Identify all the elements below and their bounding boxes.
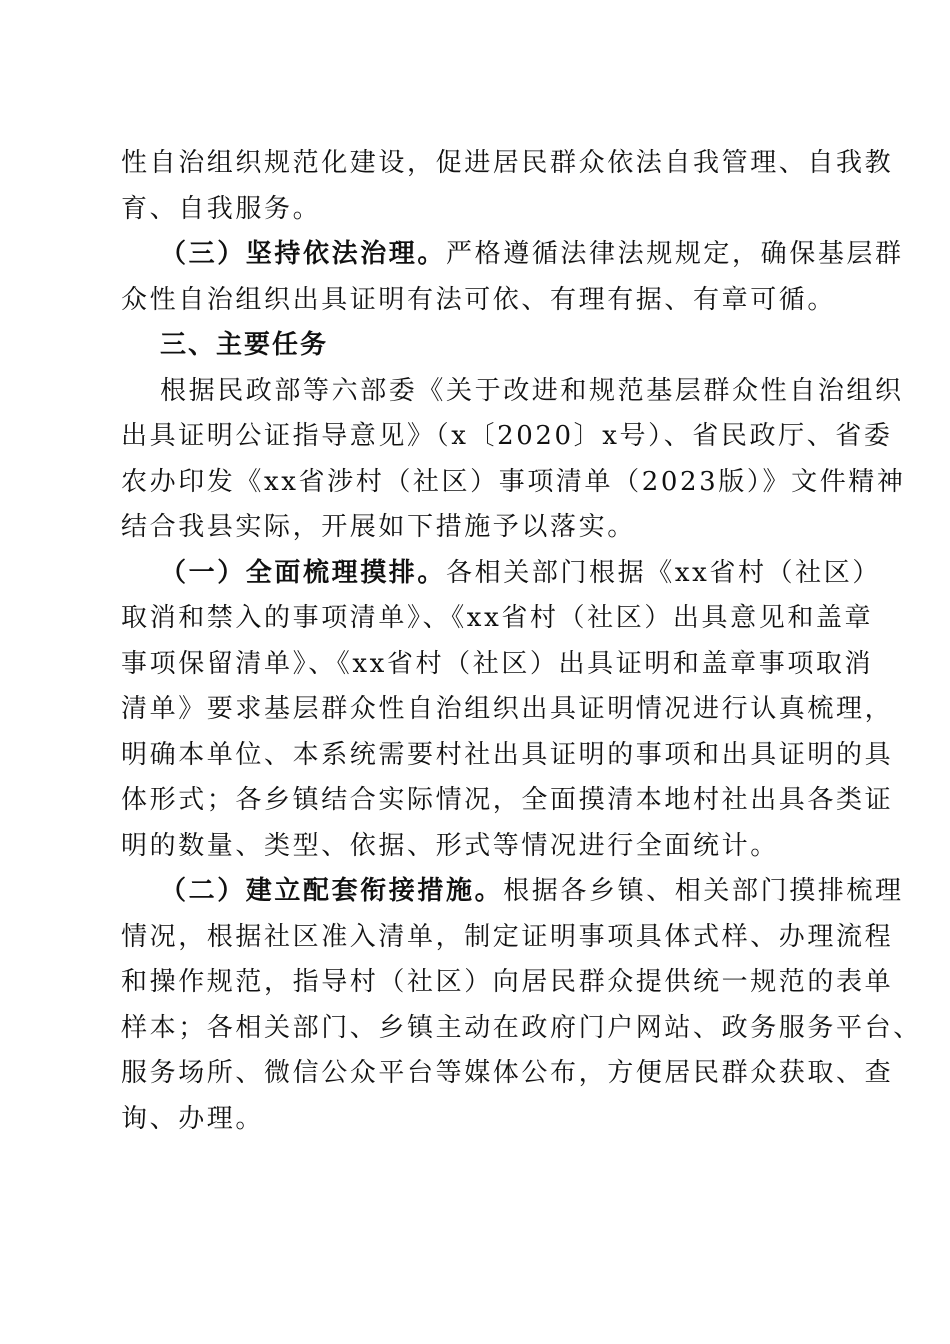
line-text: 服务场所、微信公众平台等媒体公布，方便居民群众获取、查 (121, 1058, 894, 1088)
line-text: 各相关部门根据《xx省村（社区） (446, 558, 881, 588)
line-text: 众性自治组织出具证明有法可依、有理有据、有章可循。 (121, 285, 837, 315)
body-line (121, 146, 893, 180)
paragraph-heading: （一）全面梳理摸排。 (160, 558, 447, 588)
line-text: 样本；各相关部门、乡镇主动在政府门户网站、政务服务平台、 (121, 1013, 922, 1043)
paragraph-lead-line (160, 556, 881, 590)
body-line (121, 601, 873, 635)
line-text: 性自治组织规范化建设，促进居民群众依法自我管理、自我教 (121, 148, 894, 178)
body-line (121, 419, 893, 453)
body-line (121, 283, 836, 317)
section-heading (160, 328, 328, 362)
body-line (121, 1102, 264, 1136)
body-line (121, 1056, 893, 1090)
line-text: 根据各乡镇、相关部门摸排梳理 (503, 876, 904, 906)
body-line (121, 465, 906, 499)
line-text: 情况，根据社区准入清单，制定证明事项具体式样、办理流程 (121, 922, 894, 952)
line-text: 询、办理。 (121, 1104, 265, 1134)
line-text: 和操作规范，指导村（社区）向居民群众提供统一规范的表单 (121, 967, 894, 997)
body-line (121, 829, 779, 863)
paragraph-lead-line (160, 374, 904, 408)
paragraph-lead-line (160, 874, 904, 908)
line-text: 严格遵循法律法规规定，确保基层群 (446, 239, 904, 269)
body-line (121, 510, 636, 544)
body-line (121, 692, 893, 726)
body-line (121, 965, 893, 999)
line-text: 根据民政部等六部委《关于改进和规范基层群众性自治组织 (160, 376, 904, 406)
section-heading-text: 三、主要任务 (160, 330, 329, 360)
paragraph-lead-line (160, 237, 904, 271)
line-text: 出具证明公证指导意见》（x〔2020〕x号）、省民政厅、省委 (121, 421, 893, 451)
body-line (121, 738, 893, 772)
line-text: 事项保留清单》、《xx省村（社区）出具证明和盖章事项取消 (121, 649, 874, 679)
body-line (121, 783, 893, 817)
line-text: 育、自我服务。 (121, 194, 322, 224)
body-line (121, 647, 873, 681)
line-text: 明确本单位、本系统需要村社出具证明的事项和出具证明的具 (121, 740, 894, 770)
paragraph-heading: （二）建立配套衔接措施。 (160, 876, 504, 906)
line-text: 取消和禁入的事项清单》、《xx省村（社区）出具意见和盖章 (121, 603, 874, 633)
line-text: 农办印发《xx省涉村（社区）事项清单（2023版）》文件精神 (121, 467, 906, 497)
line-text: 清单》要求基层群众性自治组织出具证明情况进行认真梳理， (121, 694, 894, 724)
line-text: 体形式；各乡镇结合实际情况，全面摸清本地村社出具各类证 (121, 785, 894, 815)
paragraph-heading: （三）坚持依法治理。 (160, 239, 447, 269)
line-text: 结合我县实际，开展如下措施予以落实。 (121, 512, 636, 542)
body-line (121, 192, 321, 226)
body-line (121, 1011, 922, 1045)
line-text: 明的数量、类型、依据、形式等情况进行全面统计。 (121, 831, 779, 861)
body-line (121, 920, 893, 954)
